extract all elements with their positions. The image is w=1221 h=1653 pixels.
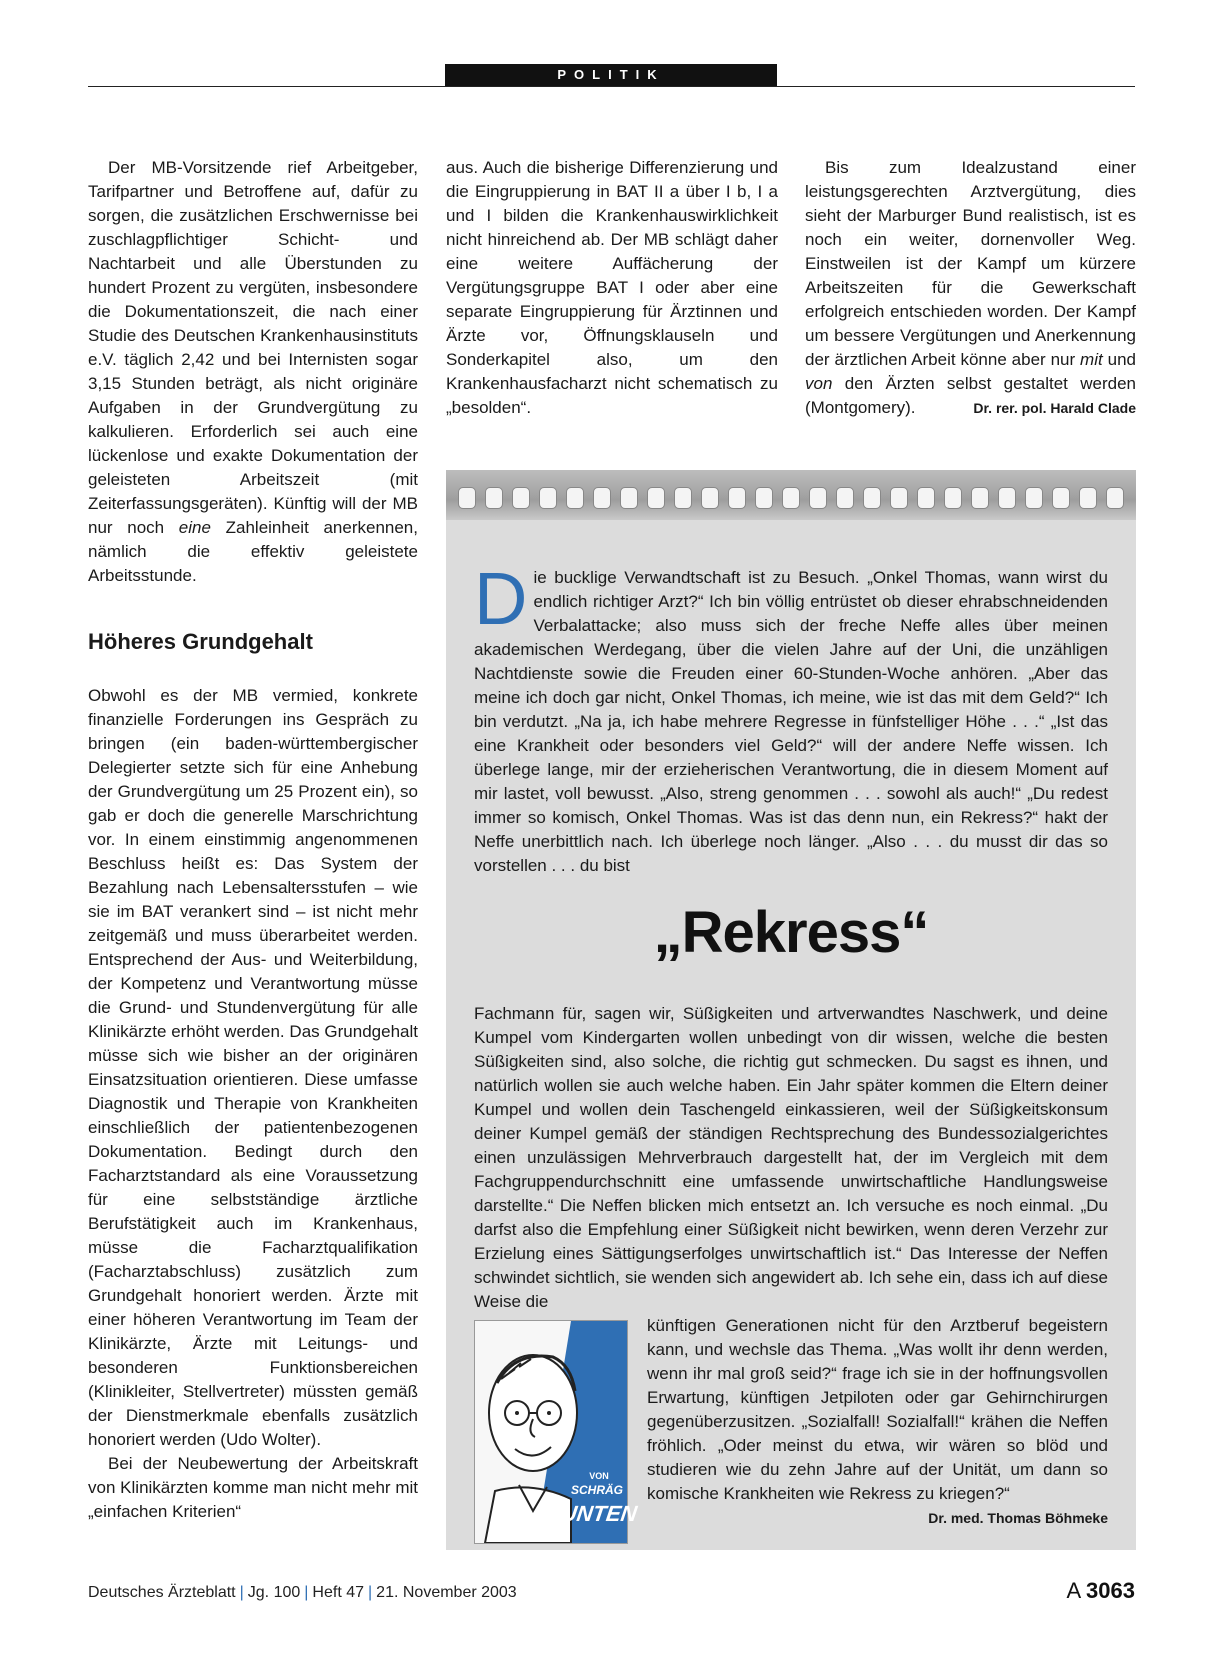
page-number: A 3063 (1066, 1578, 1135, 1603)
film-hole (566, 487, 584, 509)
paragraph: aus. Auch die bisherige Differenzierung und die Eingruppierung in BAT II a über I b, I a und I bilden die Krankenhauswirklichkeit nicht hinreichend ab. Der MB schlägt daher eine weitere Auffächerung der Vergütungsgruppe BAT I oder aber eine separate Eingruppierung für Ärztinnen und Ärzte vor, Öffnungsklauseln und Sonderkapitel also, um den Krankenhausfacharzt nicht schematisch zu „besolden“. (446, 158, 778, 417)
film-hole (674, 487, 692, 509)
article-column-2 (446, 156, 778, 420)
glosse-title: „Rekress“ (653, 900, 929, 965)
paragraph: Bis zum Idealzustand einer leistungsgerechten Arztvergütung, dies sieht der Marburger Bund realistisch, ist es noch ein weiter, dornenvoller Weg. Einstweilen ist der Kampf um kürzere Arbeitszeiten für die Gewerkschaft erfolgreich entschieden worden. Der Kampf um bessere Vergütungen und Anerkennung der ärztlichen Arbeit könne aber nur mit und von den Ärzten selbst gestaltet werden (Montgomery). Dr. rer. pol. Harald Clade (805, 156, 1136, 420)
film-hole (458, 487, 476, 509)
glosse-text-part-2: Fachmann für, sagen wir, Süßigkeiten und artverwandtes Naschwerk, und deine Kumpel vom Kindergarten wollen unbedingt von dir wissen, welche die besten Süßigkeiten sind, also solche, die richtig gut schmecken. Du sagst es ihnen, und natürlich wollen sie auch welche haben. Ein Jahr später kommen die Eltern deiner Kumpel und wollen dein Taschengeld einkassieren, weil der Süßigkeitskonsum deiner Kumpel gemäß der ständigen Rechtsprechung des Bundessozialgerichtes einen unzulässigen Mehrverbrauch dargestellt hat, der im Vergleich mit dem Fachgruppendurchschnitt eine umfassende unwirtschaftliche Handlungsweise darstellte.“ Die Neffen blicken mich entsetzt an. Ich versuche es noch einmal. „Du darfst also die Empfehlung einer Süßigkeit nicht bewirken, wenn deren Verzehr zur Erzielung eines Sättigungserfolges unwirtschaftlich ist.“ Das Interesse der Neffen schwindet sichtlich, sie wenden sich angewidert ab. Ich sehe ein, dass ich auf diese Weise die (474, 1004, 1108, 1311)
film-hole (863, 487, 881, 509)
page-footer: Deutsches Ärzteblatt | Jg. 100 | Heft 47 | 21. November 2003 (88, 1584, 517, 1601)
logo-text-top: VON (589, 1471, 609, 1481)
glosse-author: Dr. med. Thomas Böhmeke (928, 1510, 1108, 1526)
film-hole (728, 487, 746, 509)
glosse-text-part-3: künftigen Generationen nicht für den Arztberuf begeistern kann, und wechsle das Thema. „Was wollt ihr denn werden, wenn ihr mal groß seid?“ frage ich sie in der hoffnungsvollen Erwartung, künftigen Jetpiloten oder gar Gehirnchirurgen gegenüberzusitzen. „Sozialfall! Sozialfall!“ krähen die Neffen fröhlich. „Oder meinst du etwa, wir wären so blöd und studieren wie du zehn Jahre auf der Unität, um dann so komische Krankheiten wie Rekress zu kriegen?“ Dr. med. Thomas Böhmeke (647, 1314, 1108, 1530)
article-column-3 (805, 156, 1136, 420)
film-hole (512, 487, 530, 509)
journal-name: Deutsches Ärzteblatt (88, 1584, 236, 1601)
drop-cap: D (474, 557, 528, 640)
film-hole (620, 487, 638, 509)
film-hole (917, 487, 935, 509)
film-hole (809, 487, 827, 509)
subheading: Höheres Grundgehalt (88, 629, 313, 654)
film-hole (782, 487, 800, 509)
logo-text-mid: SCHRÄG (570, 1483, 623, 1497)
glosse-text-part-1: Die bucklige Verwandtschaft ist zu Besuch. „Onkel Thomas, wann wirst du endlich richtiger Arzt?“ Ich bin völlig entrüstet ob dieser ehrabschneidenden Verbalattacke; also muss sich der freche Neffe alles über meinen akademischen Werdegang, über die vielen Jahre auf der Uni, die unzähligen Nachtdienste sowie die Freuden einer 60-Stunden-Woche anhören. „Aber das meine ich doch gar nicht, Onkel Thomas, ich meine, wie ist das mit dem Geld?“ Ich bin verdutzt. „Na ja, ich habe mehrere Regresse in fünfstelliger Höhe . . .“ „Ist das eine Krankheit oder besonders viel Geld?“ will der andere Neffe wissen. Ich überlege lange, mir der erzieherischen Verantwortung, die in diesem Moment auf mir lastet, voll bewusst. „Also, streng genommen . . . sowohl als auch!“ „Du redest immer so komisch, Onkel Thomas. Was ist das denn nun, ein Rekress?“ hakt der Neffe unerbittlich nach. Ich überlege noch länger. „Also . . . du musst dir das so vorstellen . . . du bist (474, 557, 1108, 875)
film-hole (701, 487, 719, 509)
film-hole (1106, 487, 1124, 509)
paragraph: Obwohl es der MB vermied, konkrete finanzielle Forderungen ins Gespräch zu bringen (ein baden-württembergischer Delegierter setzte sich für eine Anhebung der Grundvergütung um 25 Prozent ein), so gab er doch die generelle Marschrichtung vor. In einem einstimmig angenommenen Beschluss heißt es: Das System der Bezahlung nach Lebensaltersstufen – wie sie im BAT verankert sind – ist nicht mehr zeitgemäß und muss überarbeitet werden. Entsprechend der Aus- und Weiterbildung, der Kompetenz und Verantwortung müsse die Grund- und Stundenvergütung für alle Klinikärzte erhöht werden. Das Grundgehalt müsse sich wie bisher an der originären Einsatzsituation orientieren. Diese umfasse Diagnostik und Therapie von Krankheiten einschließlich der patientenbezogenen Dokumentation. Bedingt durch den Facharztstandard als eine Voraussetzung für eine selbstständige ärztliche Berufstätigkeit auch im Krankenhaus, müsse die Facharztqualifikation (Facharztabschluss) zusätzlich zum Grundgehalt honoriert werden. Ärzte mit einer höheren Verantwortung im Team der Klinikärzte, Ärzte mit Leitungs- und besonderen Funktionsbereichen (Klinikleiter, Stellvertreter) müssten gemäß der Dienstmerkmale ebenfalls zusätzlich honoriert werden (Udo Wolter). (88, 686, 418, 1449)
film-hole (755, 487, 773, 509)
issue: Heft 47 (312, 1584, 365, 1601)
issue-date: 21. November 2003 (376, 1584, 517, 1601)
film-hole (539, 487, 557, 509)
film-strip-decoration (446, 470, 1136, 520)
article-column-1 (88, 156, 418, 588)
film-hole (890, 487, 908, 509)
film-hole (944, 487, 962, 509)
volume: Jg. 100 (247, 1584, 301, 1601)
author-signature: Dr. rer. pol. Harald Clade (973, 400, 1136, 416)
film-hole (1025, 487, 1043, 509)
film-hole (1079, 487, 1097, 509)
header-rule (88, 86, 1135, 87)
film-hole (593, 487, 611, 509)
article-column-1-continued (88, 684, 418, 1524)
logo-text-bottom: UNTEN (559, 1501, 639, 1526)
film-hole (485, 487, 503, 509)
paragraph: Bei der Neubewertung der Arbeitskraft von Klinikärzten komme man nicht mehr mit „einfachen Kriterien“ (88, 1454, 418, 1521)
caricature-image (474, 1320, 639, 1544)
film-hole (998, 487, 1016, 509)
film-hole (647, 487, 665, 509)
film-hole (971, 487, 989, 509)
paragraph: Der MB-Vorsitzende rief Arbeitgeber, Tarifpartner und Betroffene auf, dafür zu sorgen, die zusätzlichen Erschwernisse bei zuschlagpflichtiger Schicht- und Nachtarbeit und alle Überstunden zu hundert Prozent zu vergüten, insbesondere die Dokumentationszeit, die nach einer Studie des Deutschen Krankenhausinstituts e.V. täglich 2,42 und bei Internisten sogar 3,15 Stunden beträgt, als nicht originäre Aufgaben in der Grundvergütung zu kalkulieren. Erforderlich sei auch eine lückenlose und exakte Dokumentation der geleisteten Arbeitszeit (mit Zeiterfassungsgeräten). Künftig will der MB nur noch eine Zahleinheit anerkennen, nämlich die effektiv geleistete Arbeitsstunde. (88, 158, 418, 585)
film-hole (836, 487, 854, 509)
film-hole (1052, 487, 1070, 509)
section-label: POLITIK (445, 64, 777, 86)
